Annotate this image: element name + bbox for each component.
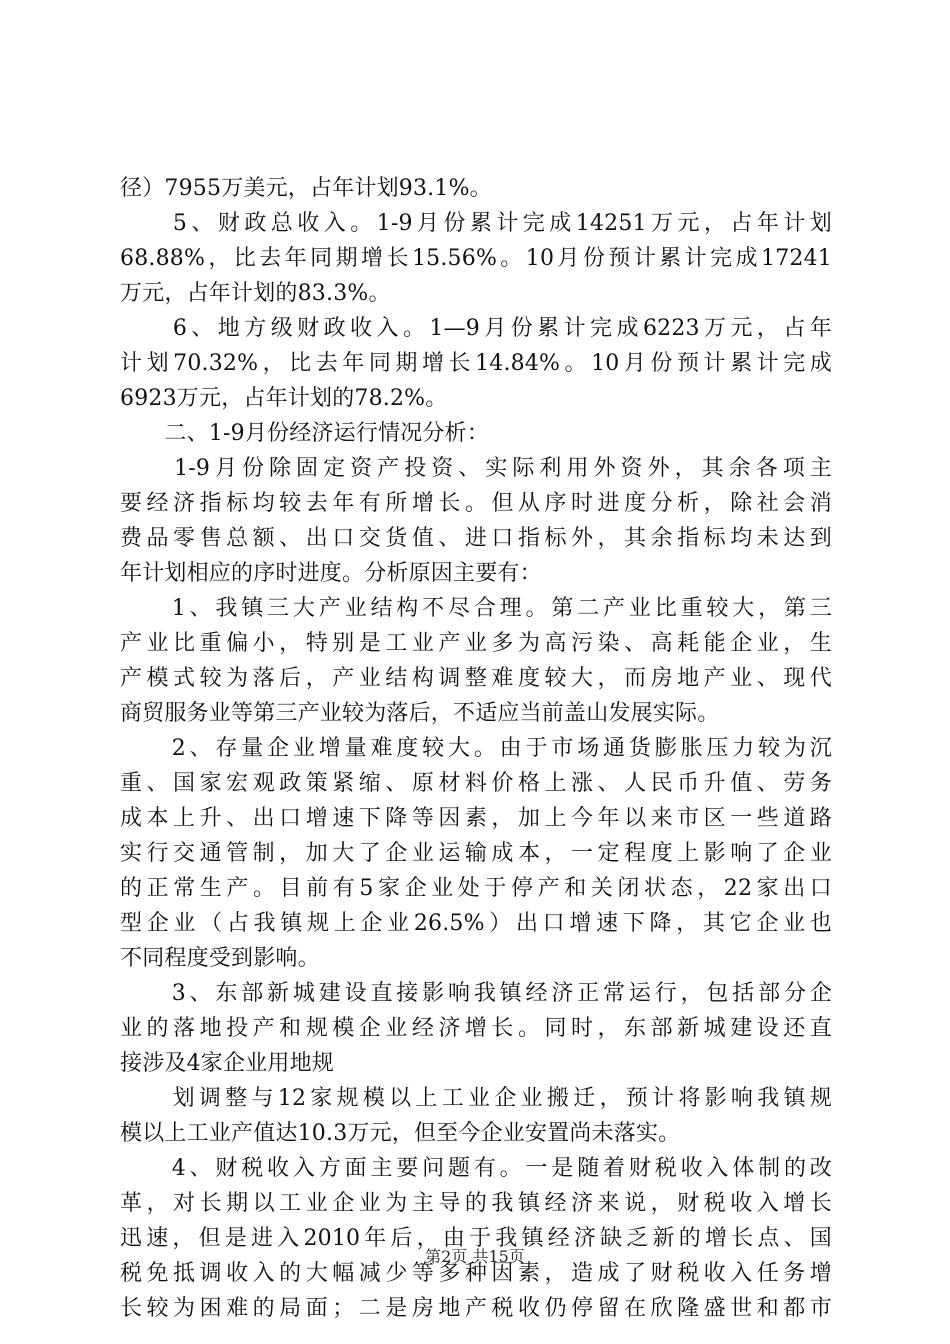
text-line: 成本上升、出口增速下降等因素，加上今年以来市区一些道路 — [120, 806, 832, 831]
text-line: 68.88%，比去年同期增长15.56%。10月份预计累计完成17241 — [120, 246, 832, 271]
text-line: 业的落地投产和规模企业经济增长。同时，东部新城建设还直 — [120, 1016, 832, 1041]
text-line: 1-9月份除固定资产投资、实际利用外资外，其余各项主 — [120, 456, 832, 481]
text-line: 计划70.32%，比去年同期增长14.84%。10月份预计累计完成 — [120, 351, 832, 376]
text-line: 不同程度受到影响。 — [120, 946, 320, 971]
text-line: 万元，占年计划的83.3%。 — [120, 281, 391, 306]
text-line: 6、地方级财政收入。1—9月份累计完成6223万元，占年 — [120, 316, 832, 341]
text-line: 革，对长期以工业企业为主导的我镇经济来说，财税收入增长 — [120, 1191, 832, 1216]
text-line: 年计划相应的序时进度。分析原因主要有： — [120, 561, 542, 586]
text-line: 税免抵调收入的大幅减少等多种因素，造成了财税收入任务增 — [120, 1261, 832, 1286]
text-line: 4、财税收入方面主要问题有。一是随着财税收入体制的改 — [120, 1156, 832, 1181]
text-line: 型企业（占我镇规上企业26.5%）出口增速下降，其它企业也 — [120, 911, 832, 936]
text-line: 径）7955万美元，占年计划93.1%。 — [120, 176, 492, 201]
text-line: 产模式较为落后，产业结构调整难度较大，而房地产业、现代 — [120, 666, 832, 691]
text-line: 3、东部新城建设直接影响我镇经济正常运行，包括部分企 — [120, 981, 832, 1006]
text-line: 6923万元，占年计划的78.2%。 — [120, 386, 448, 411]
text-line: 1、我镇三大产业结构不尽合理。第二产业比重较大，第三 — [120, 596, 832, 621]
text-line: 费品零售总额、出口交货值、进口指标外，其余指标均未达到 — [120, 526, 832, 551]
text-line: 接涉及4家企业用地规 — [120, 1051, 334, 1076]
page-footer: 第2页 共15页 — [425, 1247, 525, 1266]
body-text — [120, 171, 832, 1326]
text-line: 要经济指标均较去年有所增长。但从序时进度分析，除社会消 — [120, 491, 832, 516]
text-line: 模以上工业产值达10.3万元，但至今企业安置尚未落实。 — [120, 1121, 681, 1146]
text-line: 产业比重偏小，特别是工业产业多为高污染、高耗能企业，生 — [120, 631, 832, 656]
text-line: 二、1-9月份经济运行情况分析： — [120, 421, 490, 446]
text-line: 实行交通管制，加大了企业运输成本，一定程度上影响了企业 — [120, 841, 832, 866]
text-line: 的正常生产。目前有5家企业处于停产和关闭状态，22家出口 — [120, 876, 832, 901]
text-line: 商贸服务业等第三产业较为落后，不适应当前盖山发展实际。 — [120, 701, 720, 726]
text-line: 5、财政总收入。1-9月份累计完成14251万元，占年计划 — [120, 211, 832, 236]
text-line: 长较为困难的局面；二是房地产税收仍停留在欣隆盛世和都市 — [120, 1296, 832, 1321]
text-line: 划调整与12家规模以上工业企业搬迁，预计将影响我镇规 — [120, 1086, 832, 1111]
text-line: 重、国家宏观政策紧缩、原材料价格上涨、人民币升值、劳务 — [120, 771, 832, 796]
text-line: 迅速，但是进入2010年后，由于我镇经济缺乏新的增长点、国 — [120, 1226, 832, 1251]
text-line: 2、存量企业增量难度较大。由于市场通货膨胀压力较为沉 — [120, 736, 832, 761]
